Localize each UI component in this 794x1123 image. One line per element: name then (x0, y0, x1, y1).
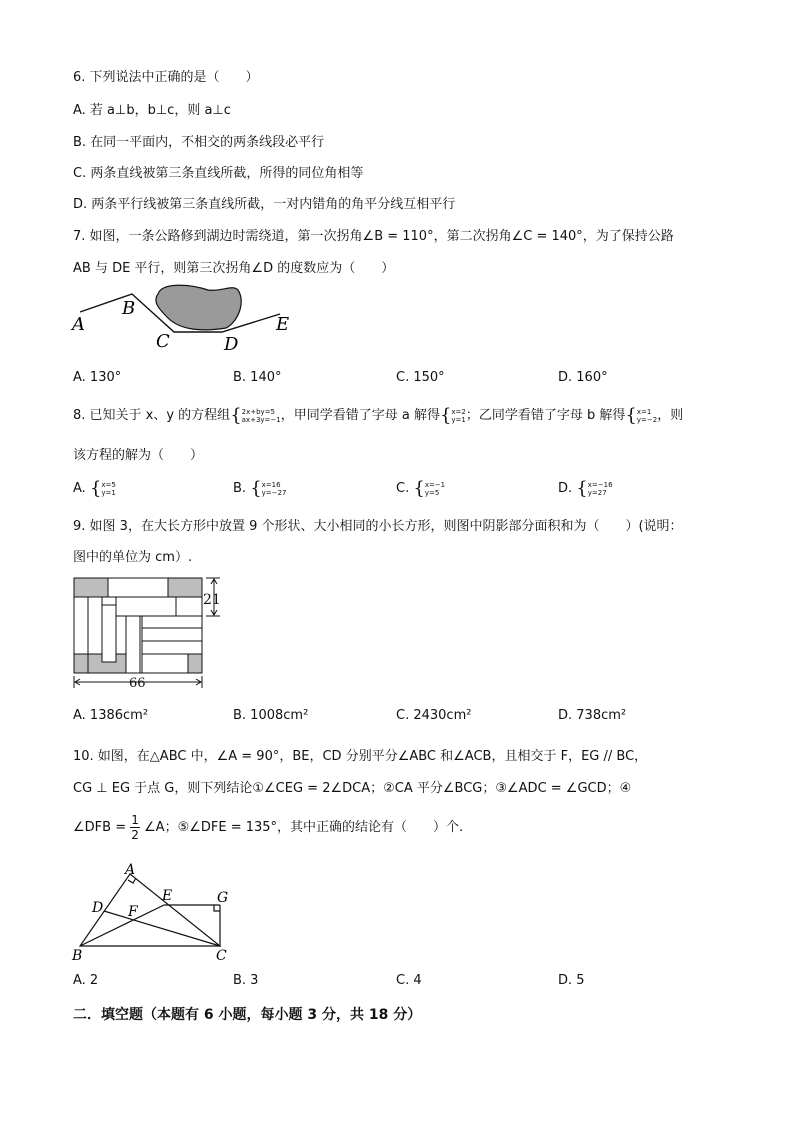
rectangles-group (74, 578, 202, 673)
q9-option-b: B. 1008cm² (233, 708, 309, 723)
q8-text-3: ；乙同学看错了字母 b 解得 (465, 408, 626, 423)
label-a: A (72, 314, 85, 335)
q8-text-1: 8. 已知关于 x、y 的方程组 (73, 408, 231, 423)
small-rect-7 (142, 628, 202, 641)
shaded-bottom-left (74, 654, 88, 673)
brace-icon: { (625, 405, 637, 426)
q9-stem-line2: 图中的单位为 cm）. (73, 550, 193, 565)
label-c: C (216, 948, 227, 964)
q7-option-a: A. 130° (73, 370, 122, 385)
q8-yi-x: x=1 (636, 407, 652, 416)
brace-icon: { (413, 478, 425, 499)
q8-option-a-y: y=1 (101, 488, 116, 497)
q8-option-d-label: D. (558, 481, 573, 496)
q7-option-c: C. 150° (396, 370, 445, 385)
brace-icon: { (230, 405, 242, 426)
q9-stem-line1: 9. 如图 3，在大长方形中放置 9 个形状、大小相同的小长方形，则图中阴影部分面积和为（ ）(说明： (73, 519, 683, 534)
small-rect-9 (142, 654, 188, 673)
small-rect-2 (116, 597, 176, 616)
q7-stem-line2: AB 与 DE 平行，则第三次拐角∠D 的度数应为（ ） (73, 261, 395, 276)
q8-jia-solution (451, 408, 465, 424)
small-rect-8 (142, 641, 202, 654)
right-angle-a-icon (128, 878, 136, 883)
label-e: E (162, 888, 173, 904)
q8-text-4: ，则 (657, 408, 684, 423)
q8-stem-line2: 该方程的解为（ ） (73, 448, 204, 463)
q10-option-d: D. 5 (558, 973, 585, 988)
brace-icon: { (250, 478, 262, 499)
label-b: B (72, 948, 83, 964)
label-a: A (125, 862, 136, 878)
small-rect-5 (126, 616, 140, 673)
q7-option-b: B. 140° (233, 370, 282, 385)
q8-option-d-y: y=27 (587, 488, 607, 497)
brace-icon: { (89, 478, 102, 499)
q6-stem: 6. 下列说法中正确的是（ ） (73, 70, 259, 85)
shaded-top-right (168, 578, 202, 597)
q10-stem-line2: CG ⊥ EG 于点 G，则下列结论①∠CEG = 2∠DCA；②CA 平分∠BCG；③∠ADC = ∠GCD；④ (73, 781, 632, 796)
q8-option-a-system (101, 481, 115, 497)
q8-option-d-system (588, 481, 613, 497)
dim-height-label: 21 (203, 592, 221, 608)
q8-stem-line1 (73, 404, 683, 426)
q6-option-a: A. 若 a⊥b，b⊥c，则 a⊥c (73, 103, 231, 118)
segment-cd (104, 911, 220, 946)
q8-option-b (233, 478, 286, 499)
fraction-denominator: 2 (131, 828, 139, 842)
q7-option-d: D. 160° (558, 370, 608, 385)
label-f: F (128, 904, 138, 920)
q8-option-c-system (425, 481, 445, 497)
small-rect-6 (142, 616, 202, 628)
q9-rectangles-figure (70, 574, 230, 690)
q8-option-d (558, 478, 613, 499)
q8-option-b-label: B. (233, 481, 247, 496)
q6-option-d: D. 两条平行线被第三条直线所截，一对内错角的角平分线互相平行 (73, 197, 456, 212)
q9-option-d: D. 738cm² (558, 708, 627, 723)
q8-system-eq1: 2x+by=5 (241, 407, 276, 416)
label-c: C (156, 331, 170, 352)
small-rect-1 (108, 578, 168, 597)
q7-stem-line1: 7. 如图，一条公路修到湖边时需绕道，第一次拐角∠B = 110°，第二次拐角∠C = 140°，为了保持公路 (73, 229, 674, 244)
q8-option-a (73, 478, 116, 499)
q10-option-a: A. 2 (73, 973, 99, 988)
q8-system-eq2: ax+3y=−1 (241, 415, 281, 424)
q8-option-c-x: x=−1 (424, 480, 446, 489)
q8-option-c-y: y=5 (424, 488, 440, 497)
q10-stem-line3 (73, 813, 463, 842)
small-rect-4 (102, 605, 116, 662)
label-d: D (92, 900, 104, 916)
q9-option-c: C. 2430cm² (396, 708, 472, 723)
q8-system (242, 408, 281, 424)
q8-text-2: ，甲同学看错了字母 a 解得 (280, 408, 440, 423)
q8-option-b-system (262, 481, 287, 497)
q9-option-a: A. 1386cm² (73, 708, 149, 723)
q8-jia-y: y=1 (451, 415, 466, 424)
fraction-one-half (130, 813, 140, 842)
q6-option-c: C. 两条直线被第三条直线所截，所得的同位角相等 (73, 166, 364, 181)
shaded-bottom-right (188, 654, 202, 673)
label-e: E (276, 314, 290, 335)
q10-option-b: B. 3 (233, 973, 259, 988)
q10-line3-post: ∠A；⑤∠DFE = 135°，其中正确的结论有（ ）个. (144, 820, 464, 835)
q8-option-a-label: A. (73, 481, 86, 496)
q10-option-c: C. 4 (396, 973, 422, 988)
label-g: G (217, 890, 229, 906)
q8-option-a-x: x=5 (101, 480, 116, 489)
dim-width-label: 66 (129, 676, 146, 690)
shaded-top-left (74, 578, 108, 597)
q7-road-figure (70, 280, 300, 358)
label-d: D (224, 334, 239, 355)
brace-icon: { (439, 405, 452, 426)
q8-option-b-y: y=−27 (261, 488, 287, 497)
q8-yi-solution (637, 408, 657, 424)
fraction-numerator: 1 (131, 813, 139, 827)
q8-option-c-label: C. (396, 481, 410, 496)
small-rect-3 (88, 597, 102, 654)
q6-option-b: B. 在同一平面内，不相交的两条线段必平行 (73, 135, 325, 150)
q8-option-d-x: x=−16 (587, 480, 613, 489)
section-fill-in-heading: 二．填空题（本题有 6 小题，每小题 3 分，共 18 分） (73, 1007, 422, 1023)
q10-line3-pre: ∠DFB = (73, 820, 127, 835)
lake-shape (156, 285, 241, 330)
q8-yi-y: y=−2 (636, 415, 658, 424)
q8-option-b-x: x=16 (261, 480, 281, 489)
q10-triangle-figure (70, 862, 240, 964)
q8-option-c (396, 478, 445, 499)
q10-stem-line1: 10. 如图，在△ABC 中，∠A = 90°，BE，CD 分别平分∠ABC 和∠ACB，且相交于 F，EG // BC， (73, 749, 648, 764)
brace-icon: { (576, 478, 588, 499)
q8-jia-x: x=2 (451, 407, 466, 416)
label-b: B (122, 298, 136, 319)
